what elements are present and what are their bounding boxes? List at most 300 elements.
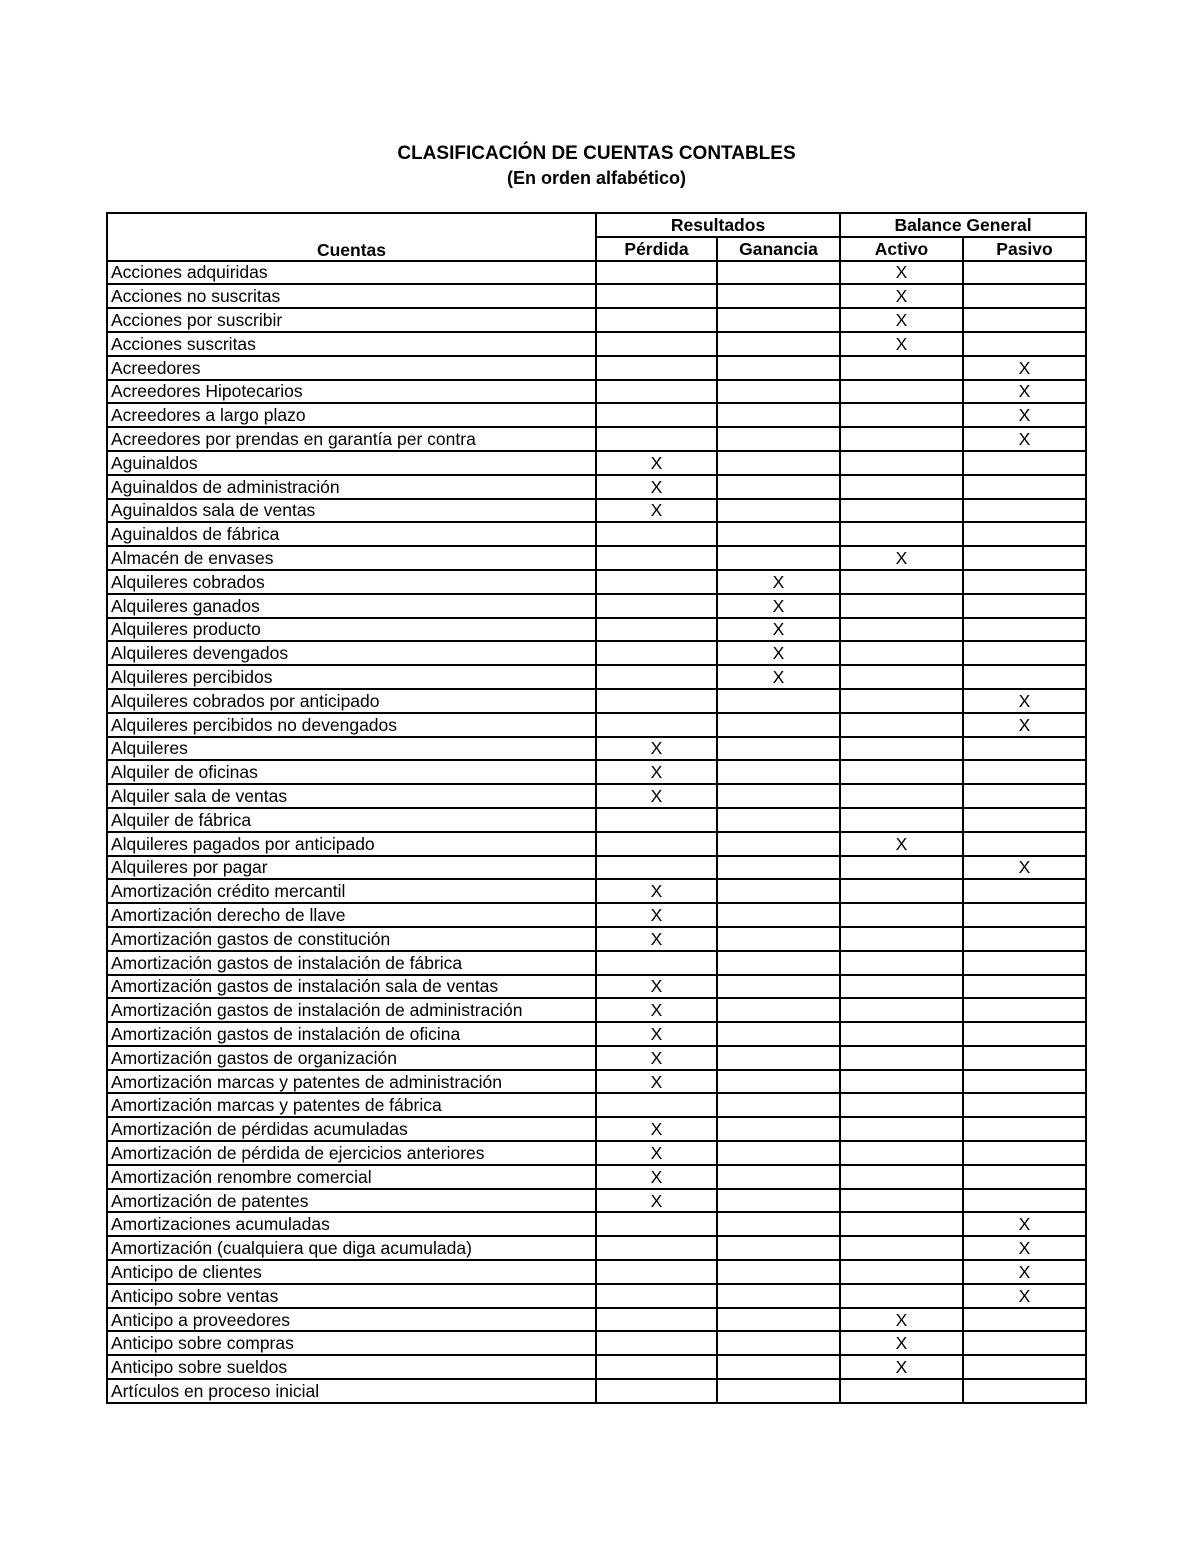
cell-perdida: X <box>596 784 717 808</box>
account-name: Amortizaciones acumuladas <box>107 1212 596 1236</box>
table-row <box>107 856 1086 880</box>
cell-activo <box>840 499 963 523</box>
account-name: Amortización de pérdidas acumuladas <box>107 1117 596 1141</box>
table-row <box>107 427 1086 451</box>
account-name: Amortización gastos de instalación de fábrica <box>107 951 596 975</box>
cell-activo <box>840 689 963 713</box>
account-name: Aguinaldos <box>107 451 596 475</box>
table-row <box>107 1212 1086 1236</box>
cell-pasivo <box>963 1355 1086 1379</box>
cell-pasivo <box>963 1117 1086 1141</box>
cell-activo: X <box>840 1355 963 1379</box>
document-subtitle: (En orden alfabético) <box>506 168 686 188</box>
table-row <box>107 951 1086 975</box>
cell-pasivo <box>963 951 1086 975</box>
cell-perdida: X <box>596 975 717 999</box>
cell-ganancia <box>717 403 840 427</box>
cell-pasivo <box>963 1141 1086 1165</box>
cell-pasivo <box>963 284 1086 308</box>
table-row <box>107 1070 1086 1094</box>
cell-ganancia <box>717 832 840 856</box>
table-row <box>107 879 1086 903</box>
cell-perdida: X <box>596 927 717 951</box>
header-pasivo: Pasivo <box>963 237 1086 261</box>
header-group-balance-general: Balance General <box>840 213 1086 237</box>
cell-ganancia <box>717 951 840 975</box>
account-name: Alquiler de oficinas <box>107 760 596 784</box>
cell-ganancia <box>717 332 840 356</box>
cell-perdida <box>596 570 717 594</box>
cell-perdida: X <box>596 1070 717 1094</box>
table-row <box>107 570 1086 594</box>
cell-perdida <box>596 356 717 380</box>
cell-perdida <box>596 618 717 642</box>
account-name: Amortización marcas y patentes de fábrica <box>107 1093 596 1117</box>
cell-ganancia <box>717 1070 840 1094</box>
cell-pasivo <box>963 570 1086 594</box>
cell-activo: X <box>840 332 963 356</box>
table-row <box>107 1236 1086 1260</box>
account-name: Acreedores Hipotecarios <box>107 380 596 404</box>
cell-ganancia <box>717 927 840 951</box>
cell-ganancia <box>717 784 840 808</box>
cell-pasivo: X <box>963 380 1086 404</box>
cell-activo: X <box>840 832 963 856</box>
cell-pasivo <box>963 641 1086 665</box>
account-name: Anticipo de clientes <box>107 1260 596 1284</box>
cell-pasivo <box>963 261 1086 285</box>
account-name: Amortización (cualquiera que diga acumulada) <box>107 1236 596 1260</box>
cell-pasivo <box>963 475 1086 499</box>
table-row <box>107 1189 1086 1213</box>
cell-perdida <box>596 1260 717 1284</box>
cell-ganancia <box>717 713 840 737</box>
table-row <box>107 665 1086 689</box>
cell-activo <box>840 737 963 761</box>
header-cuentas: Cuentas <box>107 213 596 261</box>
cell-activo: X <box>840 1331 963 1355</box>
cell-ganancia <box>717 808 840 832</box>
cell-ganancia: X <box>717 641 840 665</box>
cell-perdida: X <box>596 1046 717 1070</box>
account-name: Alquileres <box>107 737 596 761</box>
cell-pasivo: X <box>963 689 1086 713</box>
cell-pasivo: X <box>963 403 1086 427</box>
cell-perdida <box>596 832 717 856</box>
cell-perdida <box>596 1355 717 1379</box>
cell-ganancia <box>717 737 840 761</box>
table-row <box>107 784 1086 808</box>
cell-ganancia <box>717 546 840 570</box>
cell-perdida <box>596 1212 717 1236</box>
cell-pasivo <box>963 1022 1086 1046</box>
table-row <box>107 522 1086 546</box>
cell-pasivo: X <box>963 427 1086 451</box>
table-row <box>107 1117 1086 1141</box>
cell-pasivo <box>963 1093 1086 1117</box>
account-name: Anticipo sobre compras <box>107 1331 596 1355</box>
table-row <box>107 475 1086 499</box>
cell-ganancia <box>717 1046 840 1070</box>
table-row <box>107 1355 1086 1379</box>
cell-perdida <box>596 665 717 689</box>
table-row <box>107 546 1086 570</box>
account-name: Acciones no suscritas <box>107 284 596 308</box>
cell-ganancia <box>717 1355 840 1379</box>
cell-ganancia <box>717 975 840 999</box>
cell-pasivo: X <box>963 856 1086 880</box>
cell-activo <box>840 1379 963 1403</box>
cell-activo <box>840 451 963 475</box>
cell-perdida <box>596 951 717 975</box>
cell-activo <box>840 1284 963 1308</box>
cell-pasivo: X <box>963 1212 1086 1236</box>
cell-ganancia <box>717 1260 840 1284</box>
account-name: Amortización de patentes <box>107 1189 596 1213</box>
account-name: Alquileres percibidos no devengados <box>107 713 596 737</box>
cell-activo: X <box>840 261 963 285</box>
cell-pasivo <box>963 665 1086 689</box>
cell-pasivo <box>963 760 1086 784</box>
cell-perdida: X <box>596 903 717 927</box>
account-name: Acciones suscritas <box>107 332 596 356</box>
account-name: Anticipo sobre sueldos <box>107 1355 596 1379</box>
cell-pasivo <box>963 737 1086 761</box>
table-row <box>107 403 1086 427</box>
account-name: Alquileres por pagar <box>107 856 596 880</box>
cell-perdida: X <box>596 879 717 903</box>
cell-perdida <box>596 332 717 356</box>
cell-pasivo <box>963 1189 1086 1213</box>
cell-ganancia <box>717 356 840 380</box>
account-name: Anticipo sobre ventas <box>107 1284 596 1308</box>
account-name: Amortización gastos de instalación sala de ventas <box>107 975 596 999</box>
cell-activo <box>840 856 963 880</box>
table-row <box>107 332 1086 356</box>
cell-ganancia <box>717 1308 840 1332</box>
cell-activo <box>840 1022 963 1046</box>
account-name: Alquileres ganados <box>107 594 596 618</box>
cell-pasivo <box>963 594 1086 618</box>
cell-activo <box>840 1236 963 1260</box>
cell-ganancia <box>717 1284 840 1308</box>
table-row <box>107 1331 1086 1355</box>
table-row <box>107 689 1086 713</box>
table-row <box>107 1308 1086 1332</box>
cell-ganancia <box>717 760 840 784</box>
cell-perdida <box>596 261 717 285</box>
cell-pasivo: X <box>963 356 1086 380</box>
cell-perdida: X <box>596 1117 717 1141</box>
table-row <box>107 998 1086 1022</box>
cell-perdida: X <box>596 475 717 499</box>
cell-activo: X <box>840 308 963 332</box>
table-row <box>107 261 1086 285</box>
cell-pasivo <box>963 832 1086 856</box>
cell-pasivo <box>963 879 1086 903</box>
cell-perdida <box>596 284 717 308</box>
table-row <box>107 1260 1086 1284</box>
table-row <box>107 713 1086 737</box>
cell-ganancia <box>717 856 840 880</box>
table-row <box>107 1284 1086 1308</box>
table-body <box>107 261 1086 1403</box>
account-name: Alquileres producto <box>107 618 596 642</box>
cell-ganancia <box>717 1141 840 1165</box>
table-row <box>107 618 1086 642</box>
account-name: Anticipo a proveedores <box>107 1308 596 1332</box>
cell-ganancia <box>717 380 840 404</box>
cell-activo <box>840 998 963 1022</box>
account-name: Amortización crédito mercantil <box>107 879 596 903</box>
cell-activo <box>840 356 963 380</box>
cell-activo <box>840 1212 963 1236</box>
cell-perdida <box>596 1236 717 1260</box>
cell-ganancia: X <box>717 594 840 618</box>
cell-activo <box>840 475 963 499</box>
cell-activo: X <box>840 1308 963 1332</box>
cell-ganancia: X <box>717 570 840 594</box>
table-row <box>107 737 1086 761</box>
cell-pasivo <box>963 546 1086 570</box>
cell-ganancia <box>717 308 840 332</box>
cell-activo <box>840 1070 963 1094</box>
cell-ganancia <box>717 1117 840 1141</box>
cell-perdida <box>596 380 717 404</box>
cell-ganancia <box>717 451 840 475</box>
account-name: Aguinaldos de fábrica <box>107 522 596 546</box>
table-row <box>107 451 1086 475</box>
table-row <box>107 975 1086 999</box>
account-name: Acreedores <box>107 356 596 380</box>
table-row <box>107 927 1086 951</box>
cell-pasivo <box>963 903 1086 927</box>
table-row <box>107 356 1086 380</box>
table-row <box>107 1046 1086 1070</box>
cell-activo <box>840 760 963 784</box>
cell-activo <box>840 879 963 903</box>
table-row <box>107 832 1086 856</box>
account-name: Almacén de envases <box>107 546 596 570</box>
cell-pasivo <box>963 784 1086 808</box>
cell-activo: X <box>840 284 963 308</box>
account-name: Alquileres percibidos <box>107 665 596 689</box>
account-name: Acreedores a largo plazo <box>107 403 596 427</box>
cell-perdida <box>596 1284 717 1308</box>
cell-perdida <box>596 856 717 880</box>
account-name: Alquileres pagados por anticipado <box>107 832 596 856</box>
cell-ganancia <box>717 522 840 546</box>
account-name: Amortización de pérdida de ejercicios anteriores <box>107 1141 596 1165</box>
cell-ganancia <box>717 1212 840 1236</box>
cell-activo <box>840 1189 963 1213</box>
cell-ganancia <box>717 1189 840 1213</box>
cell-ganancia <box>717 499 840 523</box>
cell-activo <box>840 1141 963 1165</box>
header-activo: Activo <box>840 237 963 261</box>
cell-ganancia <box>717 475 840 499</box>
cell-pasivo <box>963 808 1086 832</box>
cell-pasivo <box>963 975 1086 999</box>
cell-perdida: X <box>596 499 717 523</box>
cell-activo <box>840 380 963 404</box>
group-header-row <box>107 213 1086 237</box>
cell-perdida: X <box>596 760 717 784</box>
cell-perdida <box>596 403 717 427</box>
cell-perdida: X <box>596 998 717 1022</box>
account-name: Aguinaldos de administración <box>107 475 596 499</box>
table-row <box>107 1379 1086 1403</box>
table-row <box>107 284 1086 308</box>
account-name: Amortización gastos de constitución <box>107 927 596 951</box>
cell-perdida <box>596 808 717 832</box>
header-ganancia: Ganancia <box>717 237 840 261</box>
cell-ganancia <box>717 998 840 1022</box>
cell-perdida <box>596 308 717 332</box>
header-perdida: Pérdida <box>596 237 717 261</box>
cell-activo <box>840 1093 963 1117</box>
cell-activo <box>840 951 963 975</box>
title-block <box>0 142 1193 190</box>
accounts-classification-table <box>106 212 1087 1404</box>
table-row <box>107 1141 1086 1165</box>
cell-ganancia <box>717 879 840 903</box>
cell-perdida: X <box>596 1165 717 1189</box>
account-name: Acreedores por prendas en garantía per contra <box>107 427 596 451</box>
table-row <box>107 1022 1086 1046</box>
table-row <box>107 308 1086 332</box>
cell-pasivo <box>963 451 1086 475</box>
account-name: Amortización gastos de organización <box>107 1046 596 1070</box>
cell-pasivo <box>963 332 1086 356</box>
cell-activo <box>840 927 963 951</box>
cell-ganancia <box>717 1331 840 1355</box>
cell-perdida <box>596 713 717 737</box>
table-row <box>107 903 1086 927</box>
cell-pasivo <box>963 522 1086 546</box>
cell-activo <box>840 975 963 999</box>
cell-activo <box>840 784 963 808</box>
table-row <box>107 594 1086 618</box>
header-group-resultados: Resultados <box>596 213 840 237</box>
document-title: CLASIFICACIÓN DE CUENTAS CONTABLES <box>397 143 796 164</box>
cell-pasivo <box>963 1379 1086 1403</box>
cell-pasivo: X <box>963 1260 1086 1284</box>
cell-perdida: X <box>596 451 717 475</box>
cell-ganancia <box>717 689 840 713</box>
cell-pasivo <box>963 1165 1086 1189</box>
table-row <box>107 808 1086 832</box>
cell-perdida <box>596 594 717 618</box>
cell-pasivo <box>963 1070 1086 1094</box>
cell-activo <box>840 1165 963 1189</box>
cell-perdida <box>596 689 717 713</box>
cell-perdida: X <box>596 1022 717 1046</box>
cell-ganancia <box>717 284 840 308</box>
cell-activo <box>840 570 963 594</box>
account-name: Amortización renombre comercial <box>107 1165 596 1189</box>
cell-activo <box>840 403 963 427</box>
cell-pasivo <box>963 1308 1086 1332</box>
cell-activo <box>840 713 963 737</box>
cell-ganancia <box>717 1093 840 1117</box>
cell-ganancia <box>717 1022 840 1046</box>
account-name: Acciones adquiridas <box>107 261 596 285</box>
cell-activo <box>840 808 963 832</box>
cell-activo: X <box>840 546 963 570</box>
cell-perdida <box>596 522 717 546</box>
account-name: Amortización marcas y patentes de administración <box>107 1070 596 1094</box>
cell-ganancia <box>717 903 840 927</box>
cell-pasivo <box>963 1331 1086 1355</box>
cell-activo <box>840 522 963 546</box>
cell-activo <box>840 1046 963 1070</box>
table-header <box>107 213 1086 261</box>
cell-pasivo: X <box>963 1236 1086 1260</box>
cell-activo <box>840 903 963 927</box>
cell-activo <box>840 1117 963 1141</box>
cell-ganancia <box>717 427 840 451</box>
cell-perdida <box>596 641 717 665</box>
cell-activo <box>840 618 963 642</box>
cell-ganancia <box>717 1236 840 1260</box>
cell-activo <box>840 427 963 451</box>
table-row <box>107 641 1086 665</box>
account-name: Alquileres devengados <box>107 641 596 665</box>
cell-pasivo: X <box>963 713 1086 737</box>
cell-perdida: X <box>596 1189 717 1213</box>
cell-ganancia <box>717 1379 840 1403</box>
account-name: Alquiler sala de ventas <box>107 784 596 808</box>
table-row <box>107 760 1086 784</box>
cell-pasivo: X <box>963 1284 1086 1308</box>
account-name: Alquiler de fábrica <box>107 808 596 832</box>
account-name: Acciones por suscribir <box>107 308 596 332</box>
table-row <box>107 1093 1086 1117</box>
cell-perdida <box>596 1308 717 1332</box>
cell-ganancia: X <box>717 665 840 689</box>
cell-activo <box>840 641 963 665</box>
cell-perdida: X <box>596 737 717 761</box>
cell-ganancia <box>717 261 840 285</box>
cell-perdida: X <box>596 1141 717 1165</box>
account-name: Alquileres cobrados <box>107 570 596 594</box>
cell-perdida <box>596 1093 717 1117</box>
cell-pasivo <box>963 927 1086 951</box>
account-name: Aguinaldos sala de ventas <box>107 499 596 523</box>
cell-perdida <box>596 427 717 451</box>
account-name: Amortización derecho de llave <box>107 903 596 927</box>
account-name: Amortización gastos de instalación de oficina <box>107 1022 596 1046</box>
cell-pasivo <box>963 618 1086 642</box>
cell-activo <box>840 1260 963 1284</box>
cell-perdida <box>596 546 717 570</box>
account-name: Artículos en proceso inicial <box>107 1379 596 1403</box>
cell-activo <box>840 665 963 689</box>
cell-pasivo <box>963 308 1086 332</box>
cell-perdida <box>596 1331 717 1355</box>
cell-perdida <box>596 1379 717 1403</box>
cell-pasivo <box>963 499 1086 523</box>
table-row <box>107 1165 1086 1189</box>
cell-activo <box>840 594 963 618</box>
cell-pasivo <box>963 1046 1086 1070</box>
table-row <box>107 499 1086 523</box>
account-name: Amortización gastos de instalación de administración <box>107 998 596 1022</box>
cell-ganancia: X <box>717 618 840 642</box>
account-name: Alquileres cobrados por anticipado <box>107 689 596 713</box>
cell-ganancia <box>717 1165 840 1189</box>
